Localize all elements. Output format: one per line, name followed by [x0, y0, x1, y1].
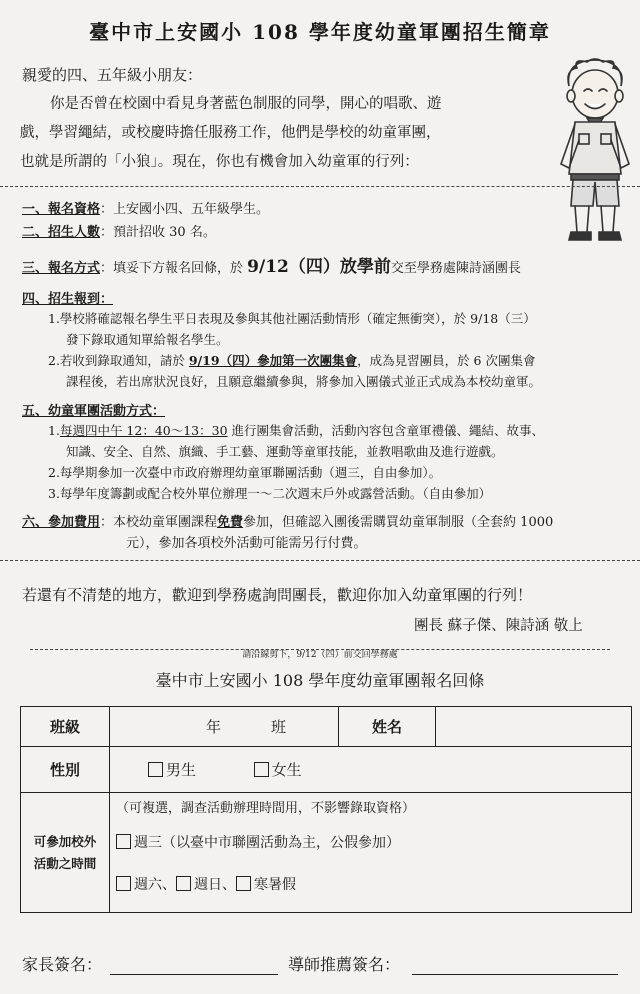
intro-paragraph — [20, 90, 550, 177]
text: ：本校幼童軍團課程 — [100, 515, 218, 530]
section-5-item-3: 3.每學年度籌劃或配合校外單位辦理一～二次週末戶外或露營活動。（自由參加） — [48, 486, 492, 501]
section-5-item-1 — [48, 423, 544, 438]
section-4-items — [48, 308, 628, 392]
deadline: 9/12（四）放學前 — [247, 257, 391, 277]
class-field[interactable] — [110, 707, 339, 747]
sunday-label: 週日、 — [194, 877, 236, 893]
female-label: 女生 — [271, 761, 302, 779]
signature: 團長 蘇子傑、陳詩涵 敬上 — [414, 618, 583, 634]
text: 2.若收到錄取通知，請於 — [48, 353, 189, 368]
page-title: 臺中市上安國小 108 學年度幼童軍團招生簡章 — [89, 20, 551, 44]
activity-note: （可複選，調查活動辦理時間用，不影響錄取資格） — [116, 801, 416, 816]
section-3-heading: 三、報名方式 — [22, 261, 101, 276]
intro-line: 你是否曾在校園中看見身著藍色制服的同學，開心的唱歌、遊 — [50, 96, 442, 112]
parent-signature — [22, 952, 278, 975]
section-4-item-1: 1.學校將確認報名學生平日表現及參與其他社團活動情形（確定無衝突），於 9/18（三） — [48, 311, 536, 326]
wednesday-label: 週三（以臺中市聯團活動為主，公假參加） — [134, 835, 400, 851]
class-label: 班級 — [21, 707, 110, 747]
section-2-text: ：預計招收 30 名。 — [100, 225, 216, 240]
section-5-item-1-cont: 知識、安全、自然、旗織、手工藝、運動等童軍技能，並教唱歌曲及進行遊戲。 — [66, 444, 504, 459]
holiday-label: 寒暑假 — [254, 877, 296, 893]
male-label: 男生 — [166, 761, 197, 779]
section-6-cont: 元），參加各項校外活動可能需另行付費。 — [126, 536, 367, 551]
free-label: 免費 — [217, 515, 244, 530]
gender-label: 性別 — [21, 747, 110, 793]
text: 參加，但確認入團後需購買幼童軍制服（全套約 1000 — [243, 515, 554, 530]
activity-label-line: 活動之時間 — [33, 855, 97, 871]
male-checkbox[interactable] — [148, 762, 163, 777]
activity-label-line: 可參加校外 — [33, 833, 97, 849]
cut-note: 請沿線剪下，9/12（四）前交回學務處 — [238, 650, 401, 660]
section-4-heading-text: 四、招生報到： — [22, 292, 114, 307]
intro-line: 戲，學習繩結，或校慶時擔任服務工作，他們是學校的幼童軍團， — [20, 125, 441, 141]
option-row-wed — [116, 832, 631, 852]
section-6 — [22, 512, 632, 554]
section-2 — [22, 221, 216, 240]
divider — [0, 186, 640, 187]
saturday-label: 週六、 — [134, 877, 176, 893]
section-5-items — [48, 420, 628, 504]
option-row-weekend — [116, 874, 631, 894]
section-5-item-2: 2.每學期參加一次臺中市政府辦理幼童軍聯團活動（週三，自由參加）。 — [48, 465, 442, 480]
teacher-sign-label: 導師推薦簽名： — [288, 955, 401, 974]
closing-text: 若還有不清楚的地方，歡迎到學務處詢問團長，歡迎你加入幼童軍團的行列！ — [22, 586, 533, 604]
form-title: 臺中市上安國小 108 學年度幼童軍團報名回條 — [155, 671, 485, 690]
sunday-checkbox[interactable] — [176, 876, 191, 891]
parent-sign-label: 家長簽名： — [22, 955, 103, 974]
name-label: 姓名 — [339, 707, 436, 747]
text: 進行團集會活動，活動內容包含童軍禮儀、繩結、故事、 — [227, 423, 545, 438]
gender-options — [110, 747, 632, 793]
section-5-heading-text: 五、幼童軍團活動方式： — [22, 404, 166, 419]
wednesday-checkbox[interactable] — [116, 834, 131, 849]
teacher-sign-line[interactable] — [412, 955, 618, 975]
section-4-item-1-cont: 發下錄取通知單給報名學生。 — [66, 332, 229, 347]
activity-options — [110, 793, 632, 913]
section-5-heading — [22, 400, 165, 419]
section-6-heading: 六、參加費用 — [22, 515, 101, 530]
section-4-heading — [22, 288, 113, 307]
section-4-item-2 — [48, 353, 535, 368]
teacher-signature — [288, 952, 618, 975]
greeting: 親愛的四、五年級小朋友： — [22, 66, 203, 84]
meeting-time: 每週四中午 12：40～13：30 — [59, 423, 228, 438]
holiday-checkbox[interactable] — [236, 876, 251, 891]
cub-scout-illustration — [555, 56, 635, 246]
activity-label — [21, 793, 110, 913]
year-label: 年 — [206, 718, 222, 736]
text: ，成為見習團員，於 6 次團集會 — [357, 353, 536, 368]
section-3 — [22, 252, 521, 277]
parent-sign-line[interactable] — [110, 955, 278, 975]
saturday-checkbox[interactable] — [116, 876, 131, 891]
divider — [0, 560, 640, 561]
cut-line — [30, 642, 610, 661]
class-unit-label: 班 — [271, 718, 287, 736]
section-3-text: 交至學務處陳詩涵團長 — [390, 261, 521, 276]
registration-form — [20, 706, 632, 913]
female-checkbox[interactable] — [254, 762, 269, 777]
name-field[interactable] — [436, 707, 632, 747]
section-2-heading: 二、招生人數 — [22, 225, 101, 240]
section-4-item-2-cont: 課程後，若出席狀況良好，且願意繼續參與，將參加入團儀式並正式成為本校幼童軍。 — [66, 374, 542, 389]
text: 1. — [48, 423, 60, 438]
section-1-text: ：上安國小四、五年級學生。 — [100, 202, 270, 217]
section-3-text: ：填妥下方報名回條，於 — [100, 261, 248, 276]
section-1-heading: 一、報名資格 — [22, 202, 101, 217]
intro-line: 也就是所謂的「小狼」。現在，你也有機會加入幼童軍的行列： — [20, 154, 419, 170]
first-meeting: 9/19（四）參加第一次團集會 — [188, 353, 358, 368]
section-1 — [22, 198, 269, 217]
